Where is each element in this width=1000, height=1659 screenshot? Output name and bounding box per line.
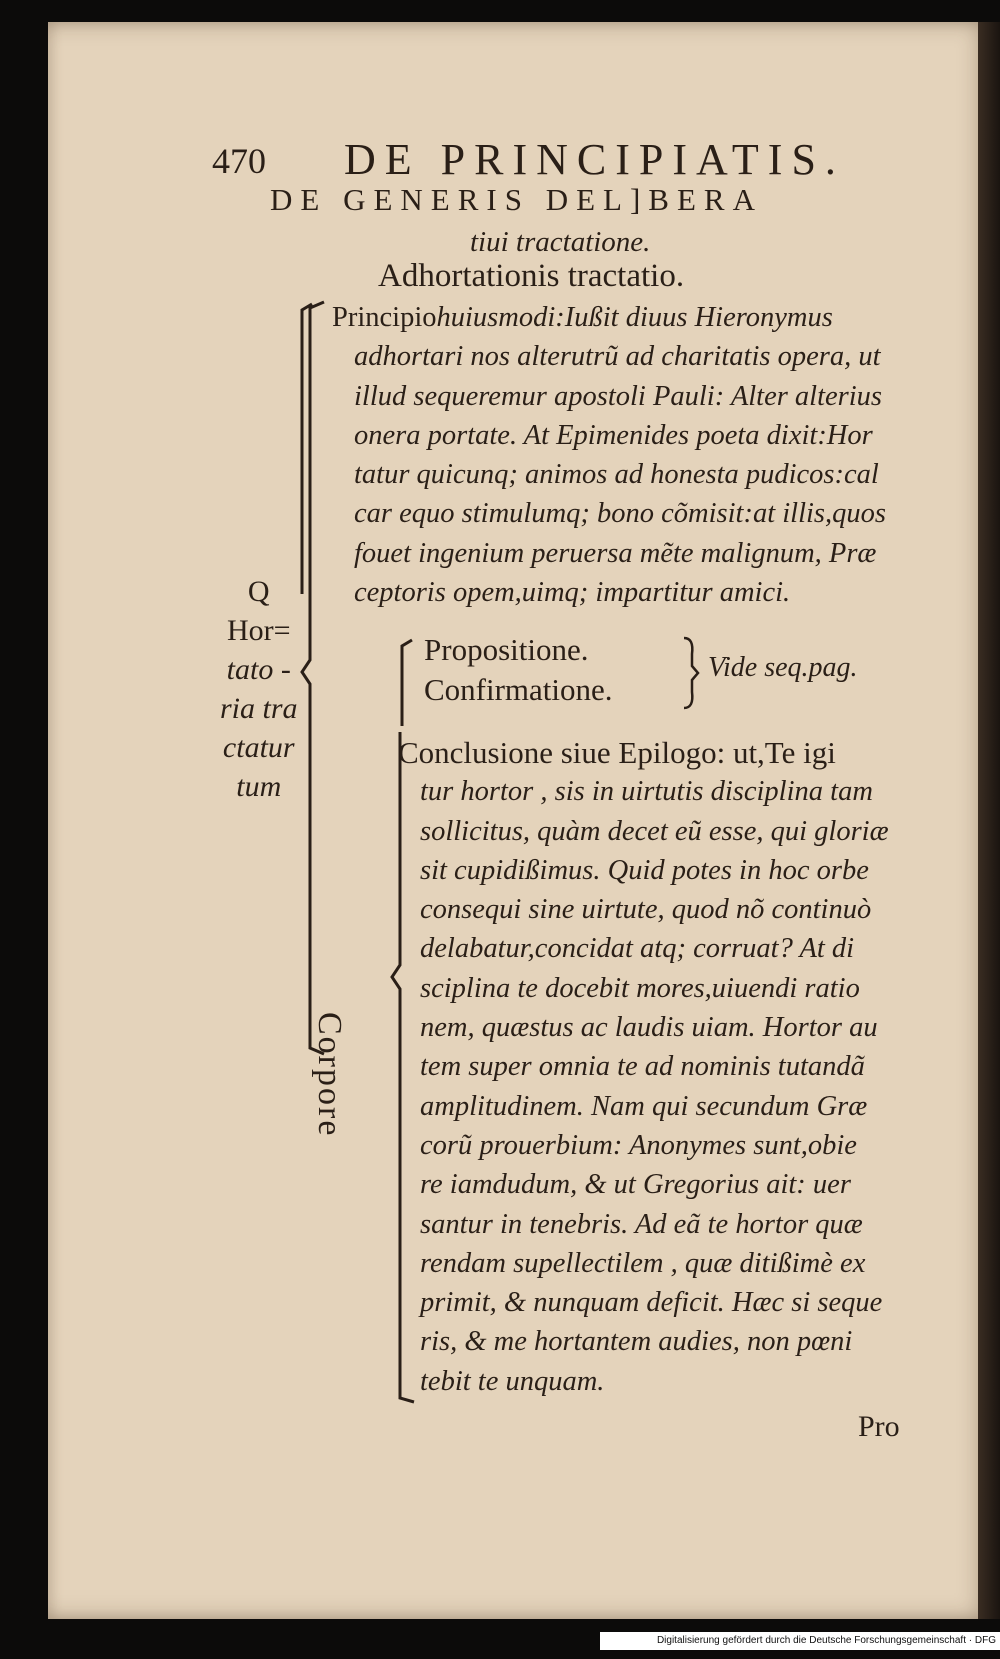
margin-label (220, 572, 298, 806)
conclusione-paragraph (398, 733, 889, 1401)
conclusione-line: primit, & nunquam deficit. Hæc si seque (420, 1287, 883, 1319)
principio-first-line: Principiohuiusmodi:Iußit diuus Hieronymus (332, 302, 833, 333)
conclusione-line: sit cupidißimus. Quid potes in hoc orbe (420, 854, 869, 886)
margin-label-line: Hor= (226, 614, 291, 647)
conclusione-line: santur in tenebris. Ad eã te hortor quæ (420, 1208, 863, 1240)
margin-label-line: ria tra (220, 692, 298, 725)
conclusione-line: nem, quæstus ac laudis uiam. Hortor au (420, 1012, 878, 1044)
conclusione-first-line: Conclusione siue Epilogo: ut,Te igi (398, 735, 836, 770)
conclusione-line: corũ prouerbium: Anonymes sunt,obie (420, 1129, 857, 1161)
margin-label-line: Q (247, 575, 270, 608)
subheading-line-2: tiui tractatione. (470, 226, 651, 258)
vide-note: Vide seq.pag. (708, 652, 858, 683)
conclusione-line: delabatur,concidat atq; corruat? At di (420, 933, 855, 965)
vide-brace (680, 636, 700, 710)
page-number: 470 (212, 141, 266, 181)
book-spine (978, 22, 1000, 1619)
conclusione-line: consequi sine uirtute, quod nõ continuò (420, 894, 872, 926)
margin-label-line: tato - (226, 653, 291, 686)
running-head: DE PRINCIPIATIS. (344, 135, 845, 184)
conclusione-bracket (390, 730, 420, 1410)
subheading-line-1: DE GENERIS DEL]BERA (270, 182, 763, 217)
margin-label-line: ctatur (222, 731, 295, 764)
propositione-bracket (396, 638, 416, 728)
catchword: Pro (858, 1410, 900, 1443)
margin-label-line: tum (236, 770, 282, 803)
principio-label: Principio (332, 302, 437, 333)
conclusione-line: re iamdudum, & ut Gregorius ait: uer (420, 1169, 851, 1201)
conclusione-line: sollicitus, quàm decet eũ esse, qui gloriæ (420, 815, 889, 847)
conclusione-line: amplitudinem. Nam qui secundum Græ (420, 1090, 868, 1122)
principio-line: tatur quicunq; animos ad honesta pudicos:cal (354, 459, 879, 491)
principio-line: car equo stimulumq; bono cõmisit:at illis,quos (354, 498, 886, 530)
conclusione-line: ris, & me hortantem audies, non pœni (420, 1326, 853, 1358)
conclusione-line: sciplina te docebit mores,uiuendi ratio (420, 972, 860, 1004)
principio-paragraph (332, 298, 886, 612)
principio-line: illud sequeremur apostoli Pauli: Alter alterius (354, 380, 883, 412)
section-title: Adhortationis tractatio. (378, 258, 685, 294)
conclusione-line: tebit te unquam. (420, 1365, 605, 1397)
digitization-credit: Digitalisierung gefördert durch die Deutsche Forschungsgemeinschaft · DFG (600, 1632, 1000, 1650)
principio-line: ceptoris opem,uimq; impartitur amici. (354, 577, 791, 609)
corpore-label: Corpore (311, 1012, 348, 1138)
main-bracket (300, 300, 330, 1060)
conclusione-line: tem super omnia te ad nominis tutandã (420, 1051, 865, 1083)
principio-line: onera portate. At Epimenides poeta dixit:Hor (354, 419, 873, 451)
confirmatione-label: Confirmatione. (424, 672, 613, 707)
conclusione-line: rendam supellectilem , quæ ditißimè ex (420, 1247, 866, 1279)
principio-line: adhortari nos alterutrũ ad charitatis opera, ut (354, 341, 881, 373)
principio-line: fouet ingenium peruersa mẽte malignum, Præ (354, 537, 877, 569)
propositione-label: Propositione. (424, 632, 589, 667)
conclusione-line: tur hortor , sis in uirtutis disciplina tam (420, 776, 873, 808)
